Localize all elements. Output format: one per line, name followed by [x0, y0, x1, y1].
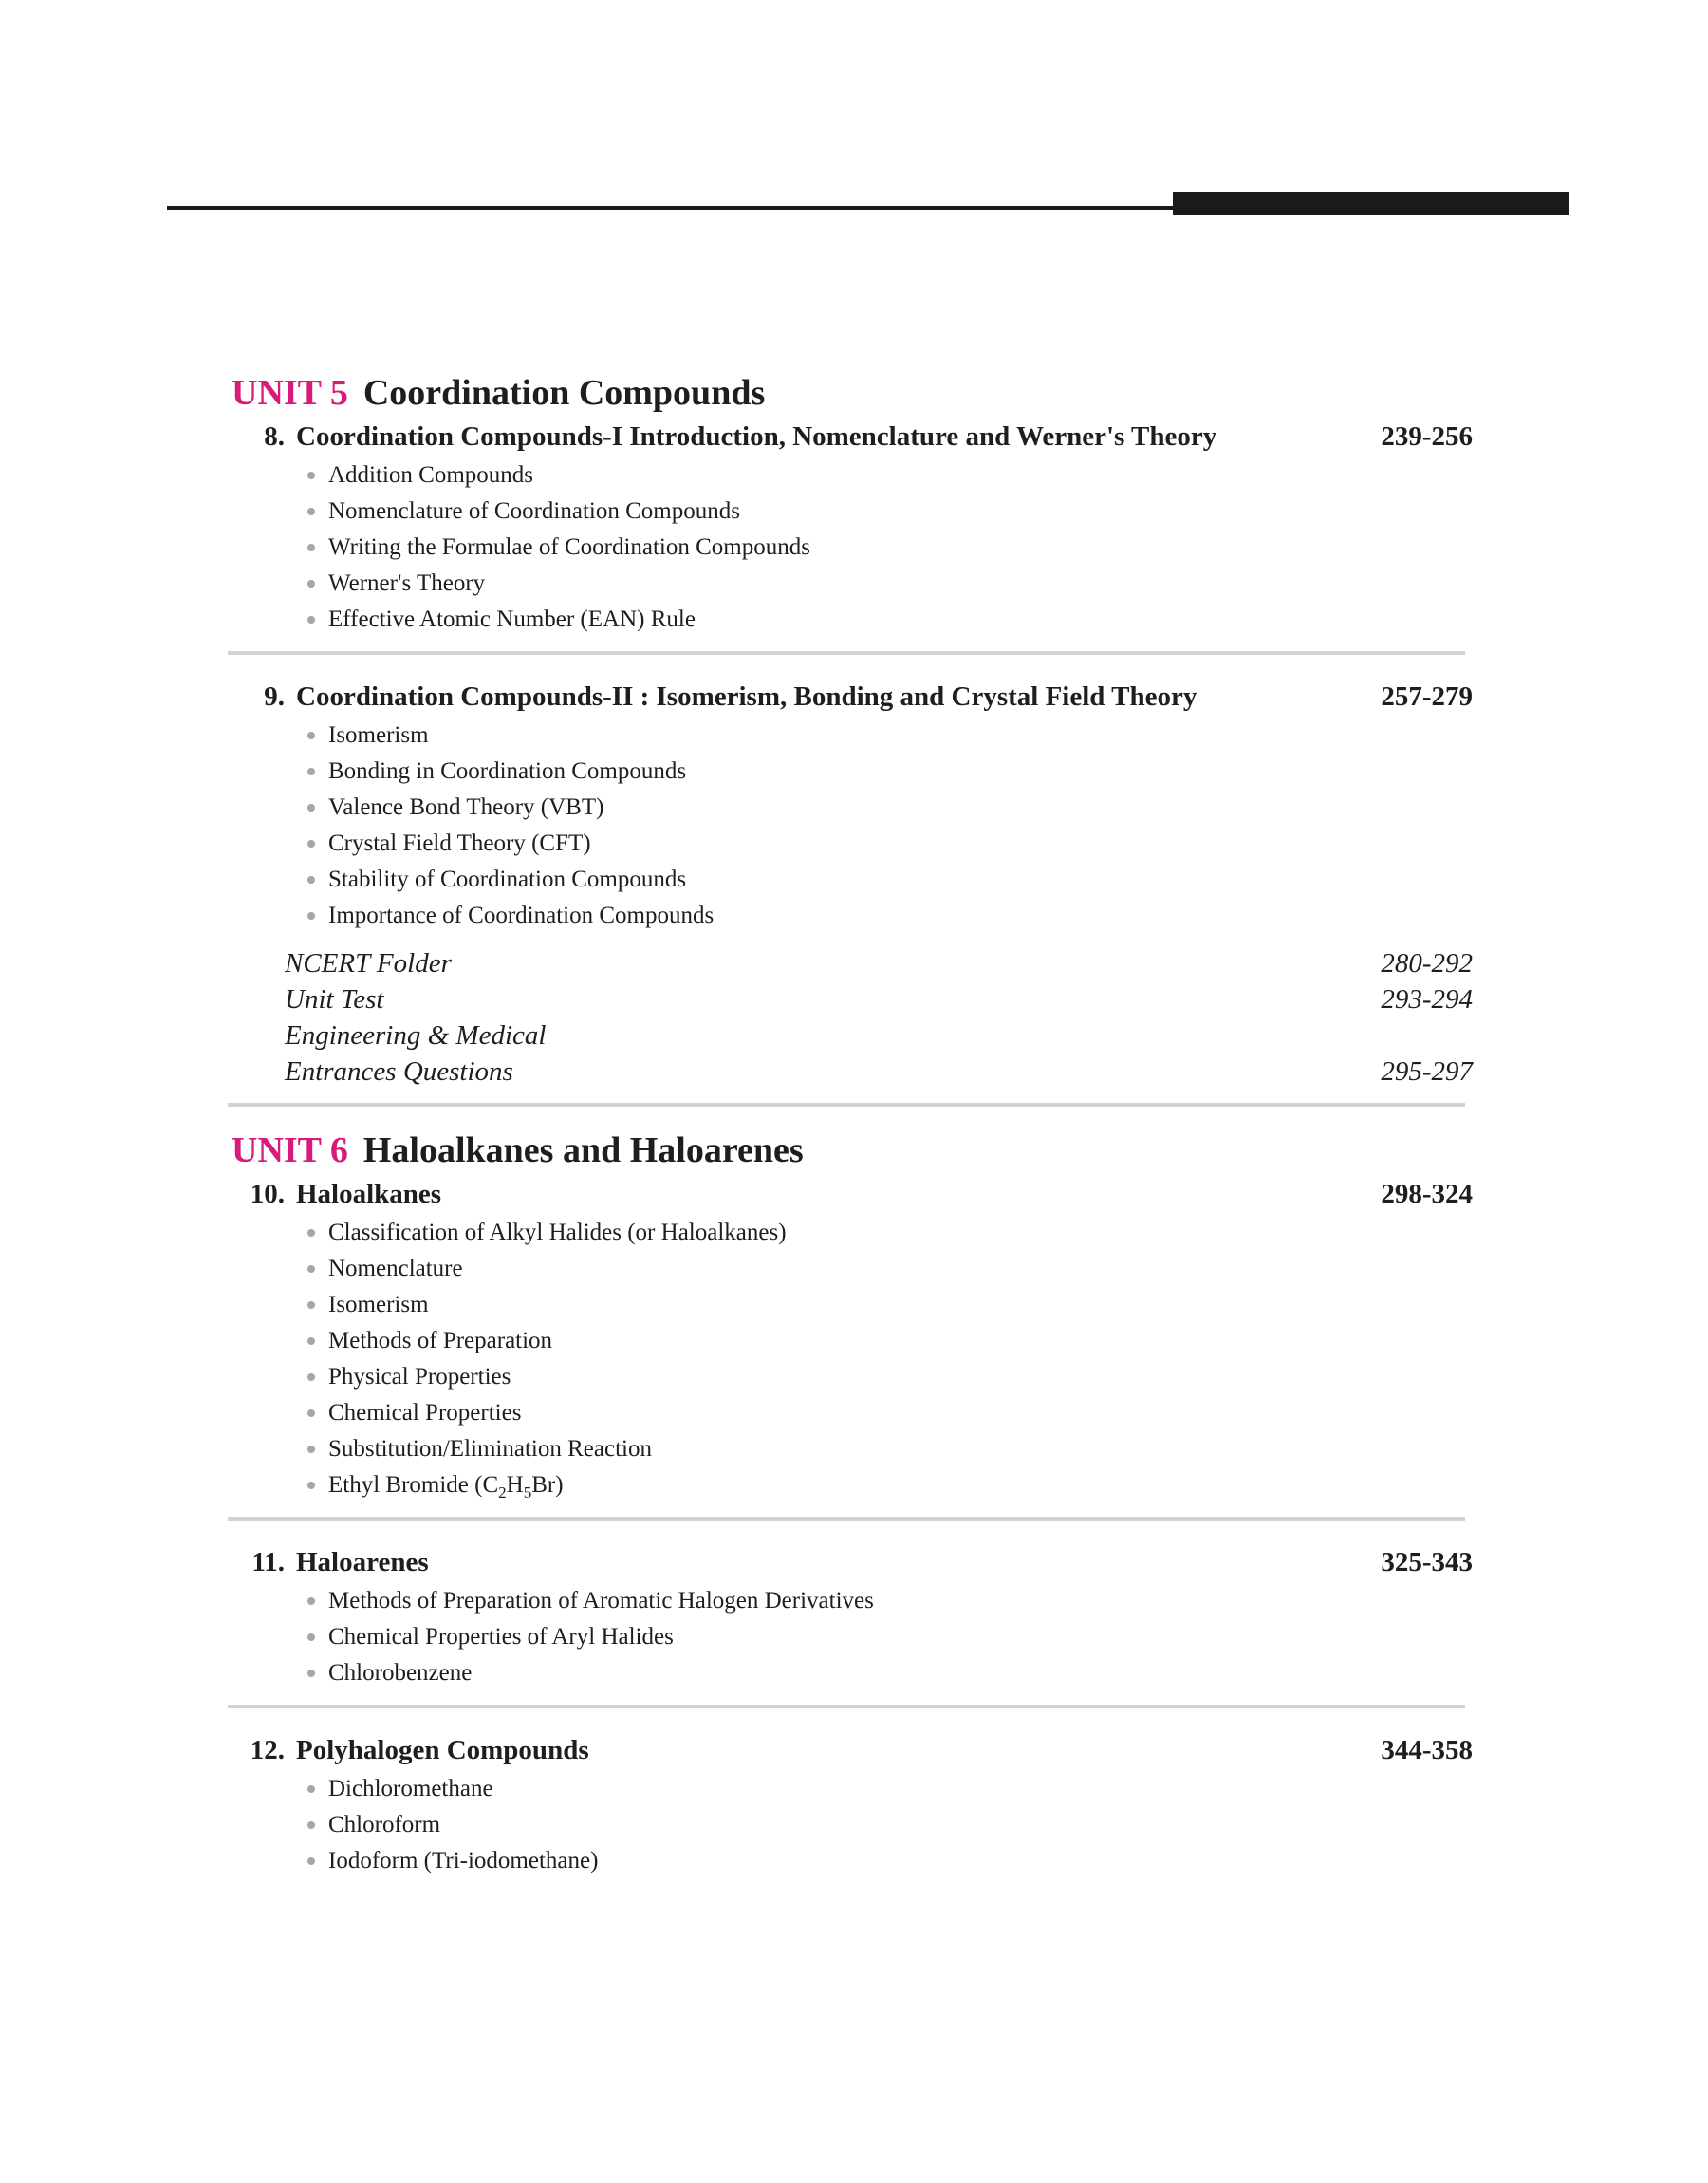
chapter-title: Coordination Compounds-I Introduction, Nomenclature and Werner's Theory	[296, 421, 1217, 452]
bullet-icon	[307, 544, 315, 551]
topic-item	[307, 718, 1473, 754]
topic-list	[232, 457, 1473, 638]
topic-item	[307, 862, 1473, 898]
topic-label: Nomenclature	[328, 1256, 463, 1281]
bullet-icon	[307, 472, 315, 479]
section-divider	[228, 1103, 1465, 1107]
topic-label: Chloroform	[328, 1812, 441, 1838]
chapter-title: Polyhalogen Compounds	[296, 1735, 589, 1765]
extra-pages: 293-294	[1381, 984, 1473, 1015]
bullet-icon	[307, 804, 315, 812]
chapter-title-row	[232, 1173, 1473, 1215]
topic-label: Addition Compounds	[328, 462, 533, 488]
topic-item	[307, 1287, 1473, 1323]
topic-label: Importance of Coordination Compounds	[328, 903, 715, 928]
topic-item	[307, 1771, 1473, 1807]
topic-list	[232, 1215, 1473, 1503]
extra-label: NCERT Folder	[285, 948, 452, 979]
chapter-number: 8.	[264, 421, 285, 452]
section-divider	[228, 651, 1465, 655]
bullet-icon	[307, 508, 315, 515]
topic-item	[307, 1619, 1473, 1655]
chapter-pages: 298-324	[1381, 1179, 1473, 1209]
extra-pages: 280-292	[1381, 948, 1473, 979]
topic-item	[307, 1431, 1473, 1467]
chapter-12[interactable]	[232, 1729, 1473, 1879]
topic-item	[307, 1807, 1473, 1843]
bullet-icon	[307, 1857, 315, 1865]
chapter-title-row	[232, 676, 1473, 718]
topic-label: Chemical Properties of Aryl Halides	[328, 1624, 674, 1650]
bullet-icon	[307, 1670, 315, 1677]
extra-pages: 295-297	[1381, 1056, 1473, 1087]
topic-label: Nomenclature of Coordination Compounds	[328, 498, 740, 524]
chapter-title-row	[232, 1541, 1473, 1583]
topic-item	[307, 457, 1473, 494]
topic-list	[232, 1583, 1473, 1691]
chapter-number: 12.	[250, 1735, 285, 1765]
bullet-icon	[307, 876, 315, 884]
chapter-11[interactable]	[232, 1541, 1473, 1691]
chapter-pages: 344-358	[1381, 1735, 1473, 1765]
topic-label: Methods of Preparation of Aromatic Halogen Derivatives	[328, 1588, 874, 1614]
topic-label: Crystal Field Theory (CFT)	[328, 830, 591, 856]
unit-label: UNIT 6	[232, 1130, 348, 1170]
unit-5-section	[232, 370, 1473, 1107]
chapter-number: 9.	[264, 681, 285, 712]
chapter-number: 11.	[251, 1547, 285, 1577]
chapter-title: Haloarenes	[296, 1547, 429, 1577]
topic-label: Stability of Coordination Compounds	[328, 867, 687, 892]
chapter-pages: 239-256	[1381, 421, 1473, 452]
bullet-icon	[307, 1785, 315, 1793]
bullet-icon	[307, 580, 315, 588]
bullet-icon	[307, 1597, 315, 1605]
header-rule	[167, 206, 1173, 210]
unit-title: Coordination Compounds	[362, 373, 766, 413]
bullet-icon	[307, 1229, 315, 1237]
topic-item	[307, 566, 1473, 602]
extra-label: Entrances Questions	[285, 1056, 513, 1087]
topic-item	[307, 1843, 1473, 1879]
bullet-icon	[307, 1633, 315, 1641]
chapter-title-row	[232, 1729, 1473, 1771]
bullet-icon	[307, 1482, 315, 1489]
topic-label: Isomerism	[328, 1292, 429, 1317]
topic-item	[307, 898, 1473, 934]
topic-label: Methods of Preparation	[328, 1328, 553, 1353]
section-divider	[228, 1705, 1465, 1708]
topic-item	[307, 1323, 1473, 1359]
bullet-icon	[307, 1446, 315, 1453]
formula-subscript: 5	[523, 1483, 532, 1502]
unit-title: Haloalkanes and Haloarenes	[362, 1130, 804, 1170]
chapter-10[interactable]	[232, 1173, 1473, 1503]
topic-item	[307, 826, 1473, 862]
bullet-icon	[307, 732, 315, 739]
extra-unit-test[interactable]	[285, 981, 1473, 1017]
bullet-icon	[307, 616, 315, 624]
topic-label: Writing the Formulae of Coordination Compounds	[328, 534, 810, 560]
unit-heading	[232, 1128, 1473, 1173]
unit-heading	[232, 370, 1473, 416]
bullet-icon	[307, 1373, 315, 1381]
topic-label	[328, 1467, 564, 1503]
chapter-title-row	[232, 416, 1473, 457]
topic-item	[307, 1215, 1473, 1251]
topic-label: Isomerism	[328, 722, 429, 748]
topic-label: Substitution/Elimination Reaction	[328, 1436, 652, 1462]
chapter-pages: 325-343	[1381, 1547, 1473, 1577]
topic-item	[307, 754, 1473, 790]
extra-label: Unit Test	[285, 984, 384, 1015]
bullet-icon	[307, 1265, 315, 1273]
formula-suffix: Br)	[531, 1472, 564, 1498]
extra-ncert-folder[interactable]	[285, 945, 1473, 981]
chapter-title: Coordination Compounds-II : Isomerism, Bonding and Crystal Field Theory	[296, 681, 1197, 712]
topic-label: Chlorobenzene	[328, 1660, 473, 1686]
topic-item	[307, 1583, 1473, 1619]
formula-prefix: Ethyl Bromide (C	[328, 1472, 499, 1498]
extra-entrances-questions[interactable]	[285, 1054, 1473, 1090]
extra-engineering-medical[interactable]	[285, 1017, 1473, 1054]
chapter-number: 10.	[250, 1179, 285, 1209]
topic-label: Classification of Alkyl Halides (or Haloalkanes)	[328, 1220, 787, 1245]
topic-label: Effective Atomic Number (EAN) Rule	[328, 606, 696, 632]
formula-mid: H	[506, 1472, 524, 1498]
bullet-icon	[307, 1409, 315, 1417]
topic-list	[232, 1771, 1473, 1879]
chapter-9[interactable]	[232, 676, 1473, 934]
chapter-8[interactable]	[232, 416, 1473, 638]
unit-label: UNIT 5	[232, 373, 348, 413]
topic-label: Valence Bond Theory (VBT)	[328, 794, 604, 820]
topic-item	[307, 1655, 1473, 1691]
topic-item	[307, 494, 1473, 530]
topic-item	[307, 530, 1473, 566]
extra-label: Engineering & Medical	[285, 1020, 547, 1051]
bullet-icon	[307, 768, 315, 775]
topic-item	[307, 1251, 1473, 1287]
section-divider	[228, 1517, 1465, 1521]
topic-label: Physical Properties	[328, 1364, 511, 1390]
topic-label: Bonding in Coordination Compounds	[328, 758, 687, 784]
bullet-icon	[307, 1301, 315, 1309]
topic-item	[307, 790, 1473, 826]
topic-item	[307, 1359, 1473, 1395]
bullet-icon	[307, 912, 315, 920]
topic-label: Iodoform (Tri-iodomethane)	[328, 1848, 599, 1874]
unit-6-section	[232, 1128, 1473, 1879]
chapter-pages: 257-279	[1381, 681, 1473, 712]
topic-label: Werner's Theory	[328, 570, 486, 596]
topic-label: Chemical Properties	[328, 1400, 522, 1426]
header-block	[1173, 192, 1569, 215]
topic-list	[232, 718, 1473, 934]
formula-subscript: 2	[498, 1483, 507, 1502]
chapter-title: Haloalkanes	[296, 1179, 442, 1209]
unit-extras	[232, 945, 1473, 1090]
bullet-icon	[307, 1821, 315, 1829]
topic-item	[307, 1395, 1473, 1431]
topic-label: Dichloromethane	[328, 1776, 493, 1801]
bullet-icon	[307, 1337, 315, 1345]
topic-item	[307, 602, 1473, 638]
table-of-contents	[232, 370, 1473, 1879]
bullet-icon	[307, 840, 315, 848]
topic-item-formula	[307, 1467, 1473, 1503]
